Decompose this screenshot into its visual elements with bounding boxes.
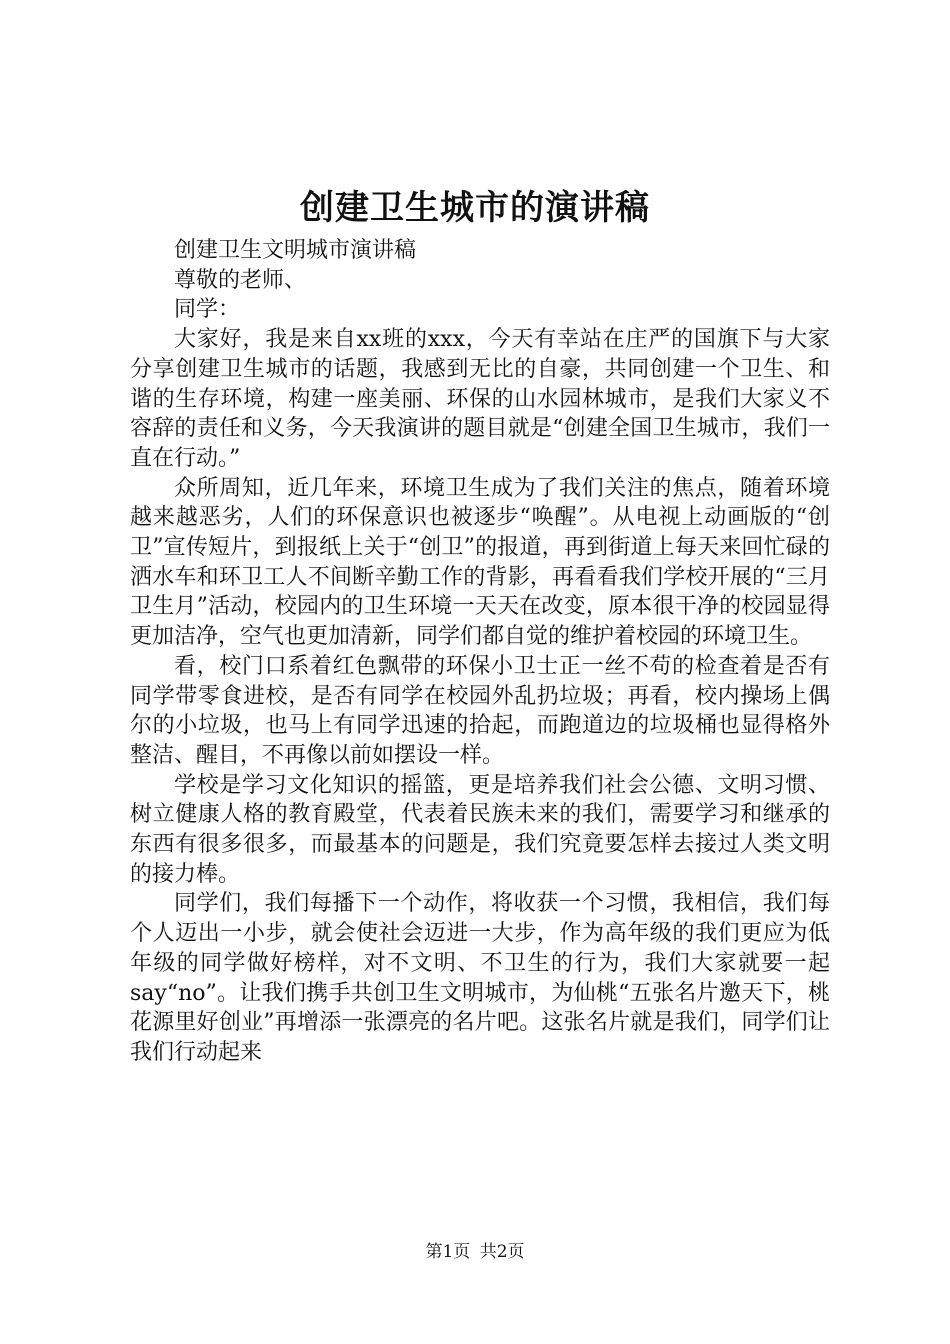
body-paragraph: 大家好，我是来自xx班的xxx，今天有幸站在庄严的国旗下与大家分享创建卫生城市的话题，我感到无比的自豪，共同创建一个卫生、和谐的生存环境，构建一座美丽、环保的山水园林城市，是我们大家义不容辞的责任和义务，今天我演讲的题目就是“创建全国卫生城市，我们一直在行动。” [130,327,830,471]
document-title: 创建卫生城市的演讲稿 [300,188,650,228]
subtitle-paragraph: 创建卫生文明城市演讲稿 [174,238,417,263]
body-paragraph: 同学们，我们每播下一个动作，将收获一个习惯，我相信，我们每个人迈出一小步，就会使社会迈进一大步，作为高年级的我们更应为低年级的同学做好榜样，对不文明、不卫生的行为，我们大家就要一起say“no”。让我们携手共创卫生文明城市，为仙桃“五张名片邀天下，桃花源里好创业”再增添一张漂亮的名片吧。这张名片就是我们，同学们让我们行动起来 [130,891,830,1065]
page-total: 共2页 [479,1242,525,1262]
body-paragraph: 看，校门口系着红色飘带的环保小卫士正一丝不苟的检查着是否有同学带零食进校，是否有同学在校园外乱扔垃圾；再看，校内操场上偶尔的小垃圾，也马上有同学迅速的拾起，而跑道边的垃圾桶也显得格外整洁、醒目，不再像以前如摆设一样。 [130,653,830,768]
body-paragraph: 学校是学习文化知识的摇篮，更是培养我们社会公德、文明习惯、树立健康人格的教育殿堂，代表着民族未来的我们，需要学习和继承的东西有很多很多，而最基本的问题是，我们究竟要怎样去接过人类文明的接力棒。 [130,772,830,887]
document-body [130,236,830,1068]
body-paragraph: 众所周知，近几年来，环境卫生成为了我们关注的焦点，随着环境越来越恶劣，人们的环保意识也被逐步“唤醒”。从电视上动画版的“创卫”宣传短片，到报纸上关于“创卫”的报道，再到街道上每天来回忙碌的洒水车和环卫工人不间断辛勤工作的背影，再看看我们学校开展的“三月卫生月”活动，校园内的卫生环境一天天在改变，原本很干净的校园显得更加洁净，空气也更加清新，同学们都自觉的维护着校园的环境卫生。 [130,475,830,650]
page-footer [0,1240,950,1264]
page-number: 第1页 [425,1242,471,1262]
salutation-paragraph: 同学： [174,297,241,323]
salutation-paragraph: 尊敬的老师、 [174,267,307,293]
